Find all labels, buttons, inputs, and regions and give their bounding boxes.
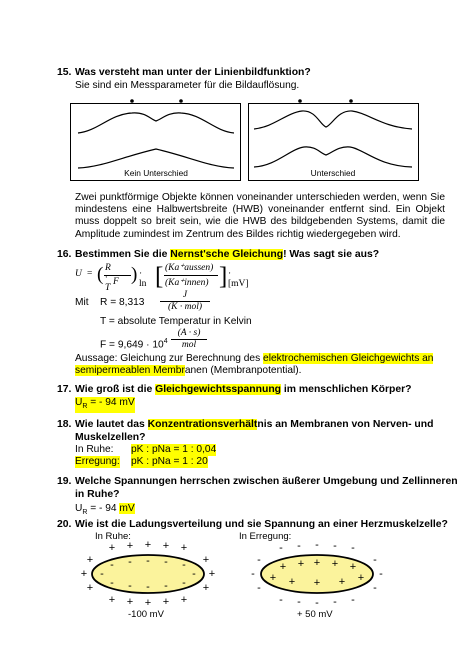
charge-plus-inside: + [313, 576, 321, 589]
charge-minus-inside: - [182, 558, 186, 571]
charge-minus-outside: - [333, 540, 337, 552]
excite-label: In Erregung: [239, 531, 292, 542]
q19-question-line2: in Ruhe? [75, 489, 120, 500]
charge-plus-inside: + [331, 557, 339, 570]
charge-plus-outside: + [80, 567, 88, 580]
q17-answer: $U_R$ = - 94 mV [75, 397, 135, 413]
charge-plus-outside: + [126, 595, 134, 608]
q19-number: 19. [57, 476, 72, 487]
q17-question: Wie groß ist die Gleichgewichtsspannung im menschlichen Körper? [75, 384, 412, 395]
charge-plus-outside: + [162, 540, 170, 552]
charge-minus-inside: - [146, 554, 150, 567]
charge-minus-inside: - [128, 579, 132, 592]
charge-minus-outside: - [315, 540, 319, 551]
charge-plus-outside: + [144, 540, 152, 551]
q18-number: 18. [57, 419, 72, 430]
charge-plus-inside: + [338, 575, 346, 588]
charge-minus-outside: - [279, 541, 283, 554]
point-object-2 [179, 99, 183, 103]
charge-plus-outside: + [202, 581, 210, 594]
t-definition: T = absolute Temperatur in Kelvin [100, 316, 252, 327]
excite-voltage: + 50 mV [297, 609, 333, 620]
point-object-4 [349, 99, 353, 103]
mit-label: Mit [75, 297, 89, 308]
charge-plus-outside: + [180, 541, 188, 554]
point-object-3 [298, 99, 302, 103]
charge-minus-outside: - [297, 540, 301, 552]
q18-row-rest-value: pK : pNa = 1 : 0,04 [131, 444, 217, 455]
panel-left-label: Kein Unterschied [124, 168, 188, 178]
charge-plus-outside: + [162, 595, 170, 608]
q15-question: Was versteht man unter der Linienbildfunktion? [75, 67, 311, 78]
charge-minus-outside: - [351, 593, 355, 606]
q17-number: 17. [57, 384, 72, 395]
charge-minus-inside: - [128, 555, 132, 568]
aussage-line1: Aussage: Gleichung zur Berechnung des elektrochemischen Gleichgewichts an [75, 353, 434, 364]
r-unit: J (K · mol) [160, 290, 210, 313]
charge-plus-inside: + [297, 557, 305, 570]
q18-row-rest-label: In Ruhe: [75, 444, 114, 455]
rest-voltage: -100 mV [128, 609, 164, 620]
charge-plus-outside: + [202, 553, 210, 566]
q16-highlight: Nernst'sche Gleichung [170, 249, 284, 260]
charge-minus-outside: - [279, 593, 283, 606]
q15-number: 15. [57, 67, 72, 78]
charge-minus-outside: - [379, 567, 383, 580]
charge-minus-inside: - [146, 580, 150, 593]
charge-plus-outside: + [180, 593, 188, 606]
rest-label: In Ruhe: [95, 531, 131, 542]
q16-question: Bestimmen Sie die Nernst'sche Gleichung! Was sagt sie aus? [75, 249, 380, 260]
charge-minus-outside: - [257, 581, 261, 594]
q18-row-excite-label: Erregung: [75, 456, 120, 467]
charge-plus-outside: + [144, 596, 152, 609]
charge-minus-outside: - [257, 553, 261, 566]
charge-plus-outside: + [126, 540, 134, 552]
charge-minus-outside: - [351, 541, 355, 554]
charge-plus-outside: + [86, 553, 94, 566]
charge-minus-outside: - [333, 595, 337, 608]
f-constant: $F = 9,649 \cdot 10^4$ [100, 338, 168, 351]
charge-minus-inside: - [164, 579, 168, 592]
q18-row-excite-value: pK : pNa = 1 : 20 [131, 456, 208, 467]
q20-number: 20. [57, 519, 72, 530]
f-unit: (A · s) mol [171, 328, 207, 351]
charge-plus-inside: + [313, 556, 321, 569]
charge-minus-inside: - [182, 576, 186, 589]
charge-minus-outside: - [251, 567, 255, 580]
charge-minus-inside: - [164, 555, 168, 568]
charge-plus-outside: + [108, 541, 116, 554]
charge-minus-inside: - [192, 567, 196, 580]
charge-minus-inside: - [110, 576, 114, 589]
q19-question: Welche Spannungen herrschen zwischen äußerer Umgebung und Zellinneren [75, 476, 458, 487]
q15-explanation: Zwei punktförmige Objekte können voneinander unterschieden werden, wenn Sie mindestens eine Halbwertsbreite (HWB) voneinander entfernt sind. Ein Objekt muss doppelt so breit sein, wie die HWB des bildgebenden Systems, damit die Amplitude zumindest im Zentrum des Bildes richtig wiedergegeben wird. [75, 192, 445, 240]
charge-plus-outside: + [108, 593, 116, 606]
q15-answer: Sie sind ein Messparameter für die Bildauflösung. [75, 80, 300, 91]
charge-minus-outside: - [373, 553, 377, 566]
charge-minus-outside: - [297, 595, 301, 608]
charge-plus-outside: + [208, 567, 216, 580]
charge-minus-inside: - [110, 558, 114, 571]
point-object-1 [130, 99, 134, 103]
charge-plus-inside: + [279, 560, 287, 573]
q18-question-line2: Muskelzellen? [75, 432, 146, 443]
q20-question: Wie ist die Ladungsverteilung und sie Spannung an einer Herzmuskelzelle? [75, 519, 448, 530]
q18-question: Wie lautet das Konzentrationsverhältnis an Membranen von Nerven- und [75, 419, 434, 430]
charge-minus-inside: - [100, 567, 104, 580]
charge-plus-inside: + [349, 560, 357, 573]
q16-number: 16. [57, 249, 72, 260]
heart-cell-charge-diagram [70, 540, 410, 615]
charge-minus-outside: - [373, 581, 377, 594]
r-constant: R = 8,313 [100, 297, 145, 308]
charge-plus-inside: + [357, 571, 365, 584]
charge-plus-inside: + [269, 571, 277, 584]
panel-right-label: Unterschied [310, 168, 356, 178]
charge-plus-inside: + [288, 575, 296, 588]
q19-answer: $U_R$ = - 94 mV [75, 503, 135, 517]
aussage-line2: semipermeablen Membranen (Membranpotential). [75, 365, 302, 376]
charge-plus-outside: + [86, 581, 94, 594]
charge-minus-outside: - [315, 596, 319, 609]
line-spread-figure [70, 95, 425, 185]
